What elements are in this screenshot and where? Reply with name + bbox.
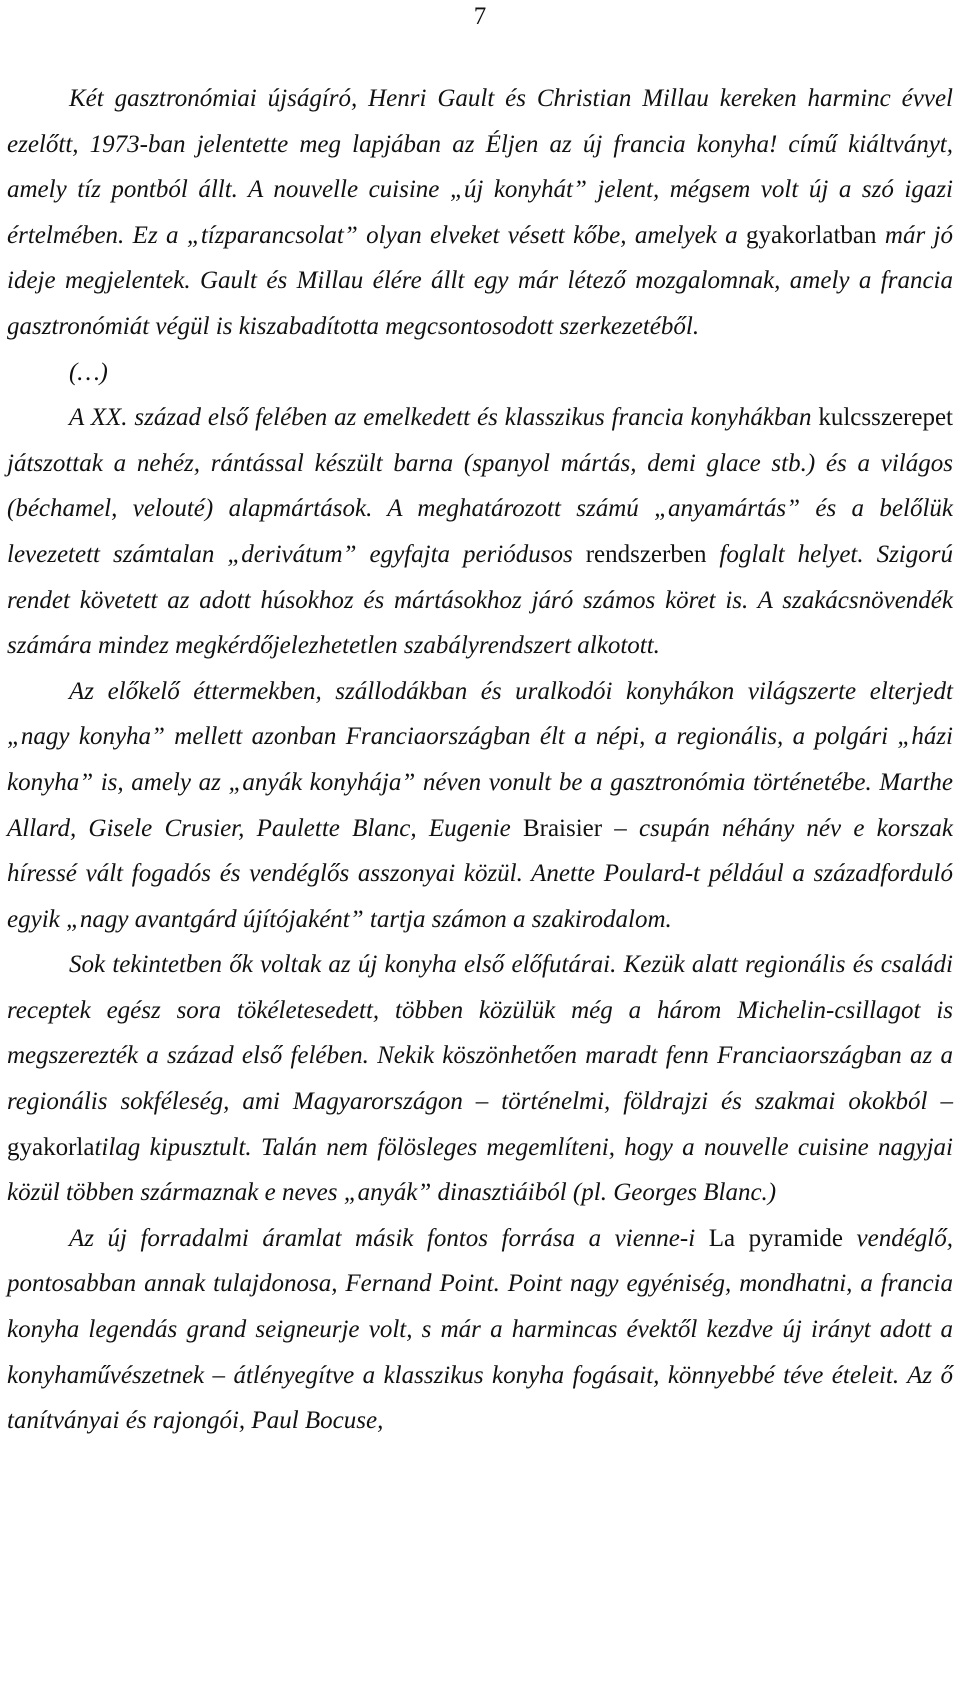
text-run: – csupán néhány név e korszak híressé vált fogadós és vendéglős asszonyai közül. Anette Poulard-t például a századforduló egyik „nagy avantgárd újítójaként” tartja számon a szakirodalom. bbox=[7, 814, 953, 933]
text-run-upright: La pyramide bbox=[708, 1224, 843, 1252]
text-run-upright: gyakorla bbox=[7, 1133, 95, 1161]
text-run: (…) bbox=[69, 358, 108, 386]
paragraph-precursors bbox=[7, 942, 953, 1216]
text-run: már jó ideje megjelentek. Gault és Millau élére állt egy már létező mozgalomnak, amely a francia gasztronómiát végül is kiszabadította megcsontosodott szerkezetéből. bbox=[7, 221, 953, 340]
text-run: Sok tekintetben ők voltak az új konyha első előfutárai. Kezük alatt regionális és családi receptek egész sora tökéletesedett, többen közülük még a három Michelin-csillagot is megszerezték a század első felében. Nekik köszönhetően maradt fenn Franciaországban az a regionális sokféleség, ami Magyarországon – történelmi, földrajzi és szakmai okokból – bbox=[7, 951, 953, 1116]
text-run: tilag kipusztult. Talán nem fölösleges megemlíteni, hogy a nouvelle cuisine nagyjai közül többen származnak e neves „anyák” dinasztiáiból (pl. Georges Blanc.) bbox=[7, 1133, 953, 1207]
text-run-upright: kulcsszerepet bbox=[818, 404, 953, 432]
text-run: A XX. század első felében az emelkedett és klasszikus francia konyhákban bbox=[69, 404, 819, 432]
paragraph-ellipsis bbox=[7, 350, 953, 396]
text-run: foglalt helyet. Szigorú rendet követett az adott húsokhoz és mártásokhoz járó számos köret is. A szakácsnövendék számára mindez megkérdőjelezhetetlen szabályrendszert alkotott. bbox=[7, 540, 953, 660]
text-run: játszottak a nehéz, rántással készült barna (spanyol mártás, demi glace stb.) és a világos (béchamel, velouté) alapmártások. A meghatározott számú „anyamártás” és a belőlük levezetett számtalan „derivátum” egyfajta periódusos bbox=[7, 449, 953, 568]
text-run: Az új forradalmi áramlat másik fontos forrása a vienne-i bbox=[69, 1224, 709, 1252]
paragraph-manifesto bbox=[7, 76, 953, 350]
text-run: Az előkelő éttermekben, szállodákban és uralkodói konyhákon világszerte elterjedt „nagy konyha” mellett azonban Franciaországban élt a népi, a regionális, a polgári „házi konyha” is, amely az „anyák konyhája” néven vonult be a gasztronómia történetébe. Marthe Allard, Gisele Crusier, Paulette Blanc, Eugenie bbox=[7, 677, 953, 842]
paragraph-sauces bbox=[7, 395, 953, 669]
text-run-upright: gyakorlatban bbox=[746, 221, 877, 249]
paragraph-home-cooking bbox=[7, 669, 953, 943]
document-body bbox=[7, 76, 953, 1444]
page-number: 7 bbox=[473, 3, 487, 30]
text-run-upright: Braisier bbox=[522, 814, 603, 842]
text-run-upright: rendszerben bbox=[585, 540, 707, 568]
text-run: vendéglő, pontosabban annak tulajdonosa, Fernand Point. Point nagy egyéniség, mondhatni, a francia konyha legendás grand seigneurje volt, s már a harmincas évektől kezdve új irányt adott a konyhaművészetnek – átlényegítve a klasszikus konyha fogásait, könnyebbé téve ételeit. Az ő tanítványai és rajongói, Paul Bocuse, bbox=[7, 1224, 953, 1435]
text-run: Két gasztronómiai újságíró, Henri Gault és Christian Millau kereken harminc évvel ezelőtt, 1973-ban jelentette meg lapjában az Éljen az új francia konyha! című kiáltványt, amely tíz pontból állt. A nouvelle cuisine „új konyhát” jelent, mégsem volt új a szó igazi értelmében. Ez a „tízparancsolat” olyan elveket vésett kőbe, amelyek a bbox=[7, 85, 953, 249]
paragraph-fernand-point bbox=[7, 1216, 953, 1444]
